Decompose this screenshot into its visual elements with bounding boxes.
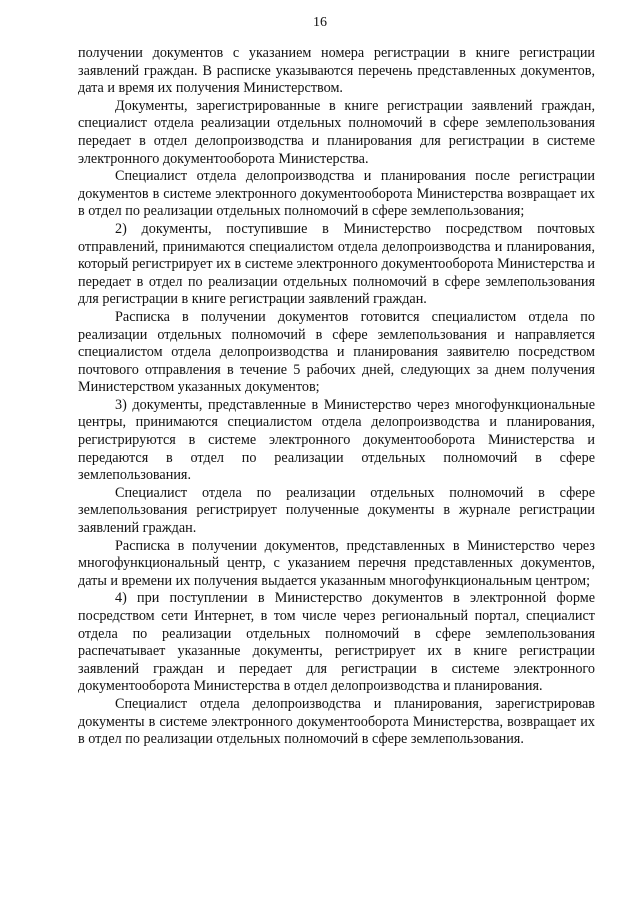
paragraph-receipt-mfc: Расписка в получении документов, представленных в Министерство через многофункциональный центр, с указанием перечня представленных документов, даты и времени их получения выдается указанным многофункциональным центром; xyxy=(78,537,595,589)
document-body xyxy=(78,45,595,749)
paragraph-return-documents: Специалист отдела делопроизводства и планирования после регистрации документов в системе электронного документооборота Министерства возвращает их в отдел по реализации отдельных полномочий в сфере землепользования; xyxy=(78,168,595,220)
paragraph-final-return: Специалист отдела делопроизводства и планирования, зарегистрировав документы в системе электронного документооборота Министерства, возвращает их в отдел по реализации отдельных полномочий в сфере землепользования. xyxy=(78,695,595,748)
paragraph-item-4-electronic: 4) при поступлении в Министерство документов в электронной форме посредством сети Интернет, в том числе через региональный портал, специалист отдела по реализации отдельных полномочий в сфере землепользования распечатывает указанные документы, регистрирует их в книге регистрации заявлений граждан и передает для регистрации в системе электронного документооборота Министерства в отдел делопроизводства и планирования. xyxy=(78,590,595,695)
paragraph-continuation: получении документов с указанием номера регистрации в книге регистрации заявлений граждан. В расписке указываются перечень представленных документов, дата и время их получения Министерством. xyxy=(78,45,595,97)
paragraph-receipt-postal: Расписка в получении документов готовится специалистом отдела по реализации отдельных полномочий в сфере землепользования и направляется специалистом отдела делопроизводства и планирования заявителю посредством почтового отправления в течение 5 рабочих дней, следующих за днем получения Министерством указанных документов; xyxy=(78,308,595,396)
paragraph-journal-registration: Специалист отдела по реализации отдельных полномочий в сфере землепользования регистрирует полученные документы в журнале регистрации заявлений граждан. xyxy=(78,484,595,537)
page-number: 16 xyxy=(313,15,327,30)
paragraph-item-2-postal: 2) документы, поступившие в Министерство посредством почтовых отправлений, принимаются специалистом отдела делопроизводства и планирования, который регистрирует их в системе электронного документооборота Министерства и передает в отдел по реализации отдельных полномочий в сфере землепользования для регистрации в книге регистрации заявлений граждан. xyxy=(78,220,595,308)
paragraph-item-3-mfc: 3) документы, представленные в Министерство через многофункциональные центры, принимаются специалистом отдела делопроизводства и планирования, регистрируются в системе электронного документооборота Министерства и передаются в отдел по реализации отдельных полномочий в сфере землепользования. xyxy=(78,396,595,484)
paragraph-registered-documents: Документы, зарегистрированные в книге регистрации заявлений граждан, специалист отдела реализации отдельных полномочий в сфере землепользования передает в отдел делопроизводства и планирования для регистрации в системе электронного документооборота Министерства. xyxy=(78,97,595,167)
